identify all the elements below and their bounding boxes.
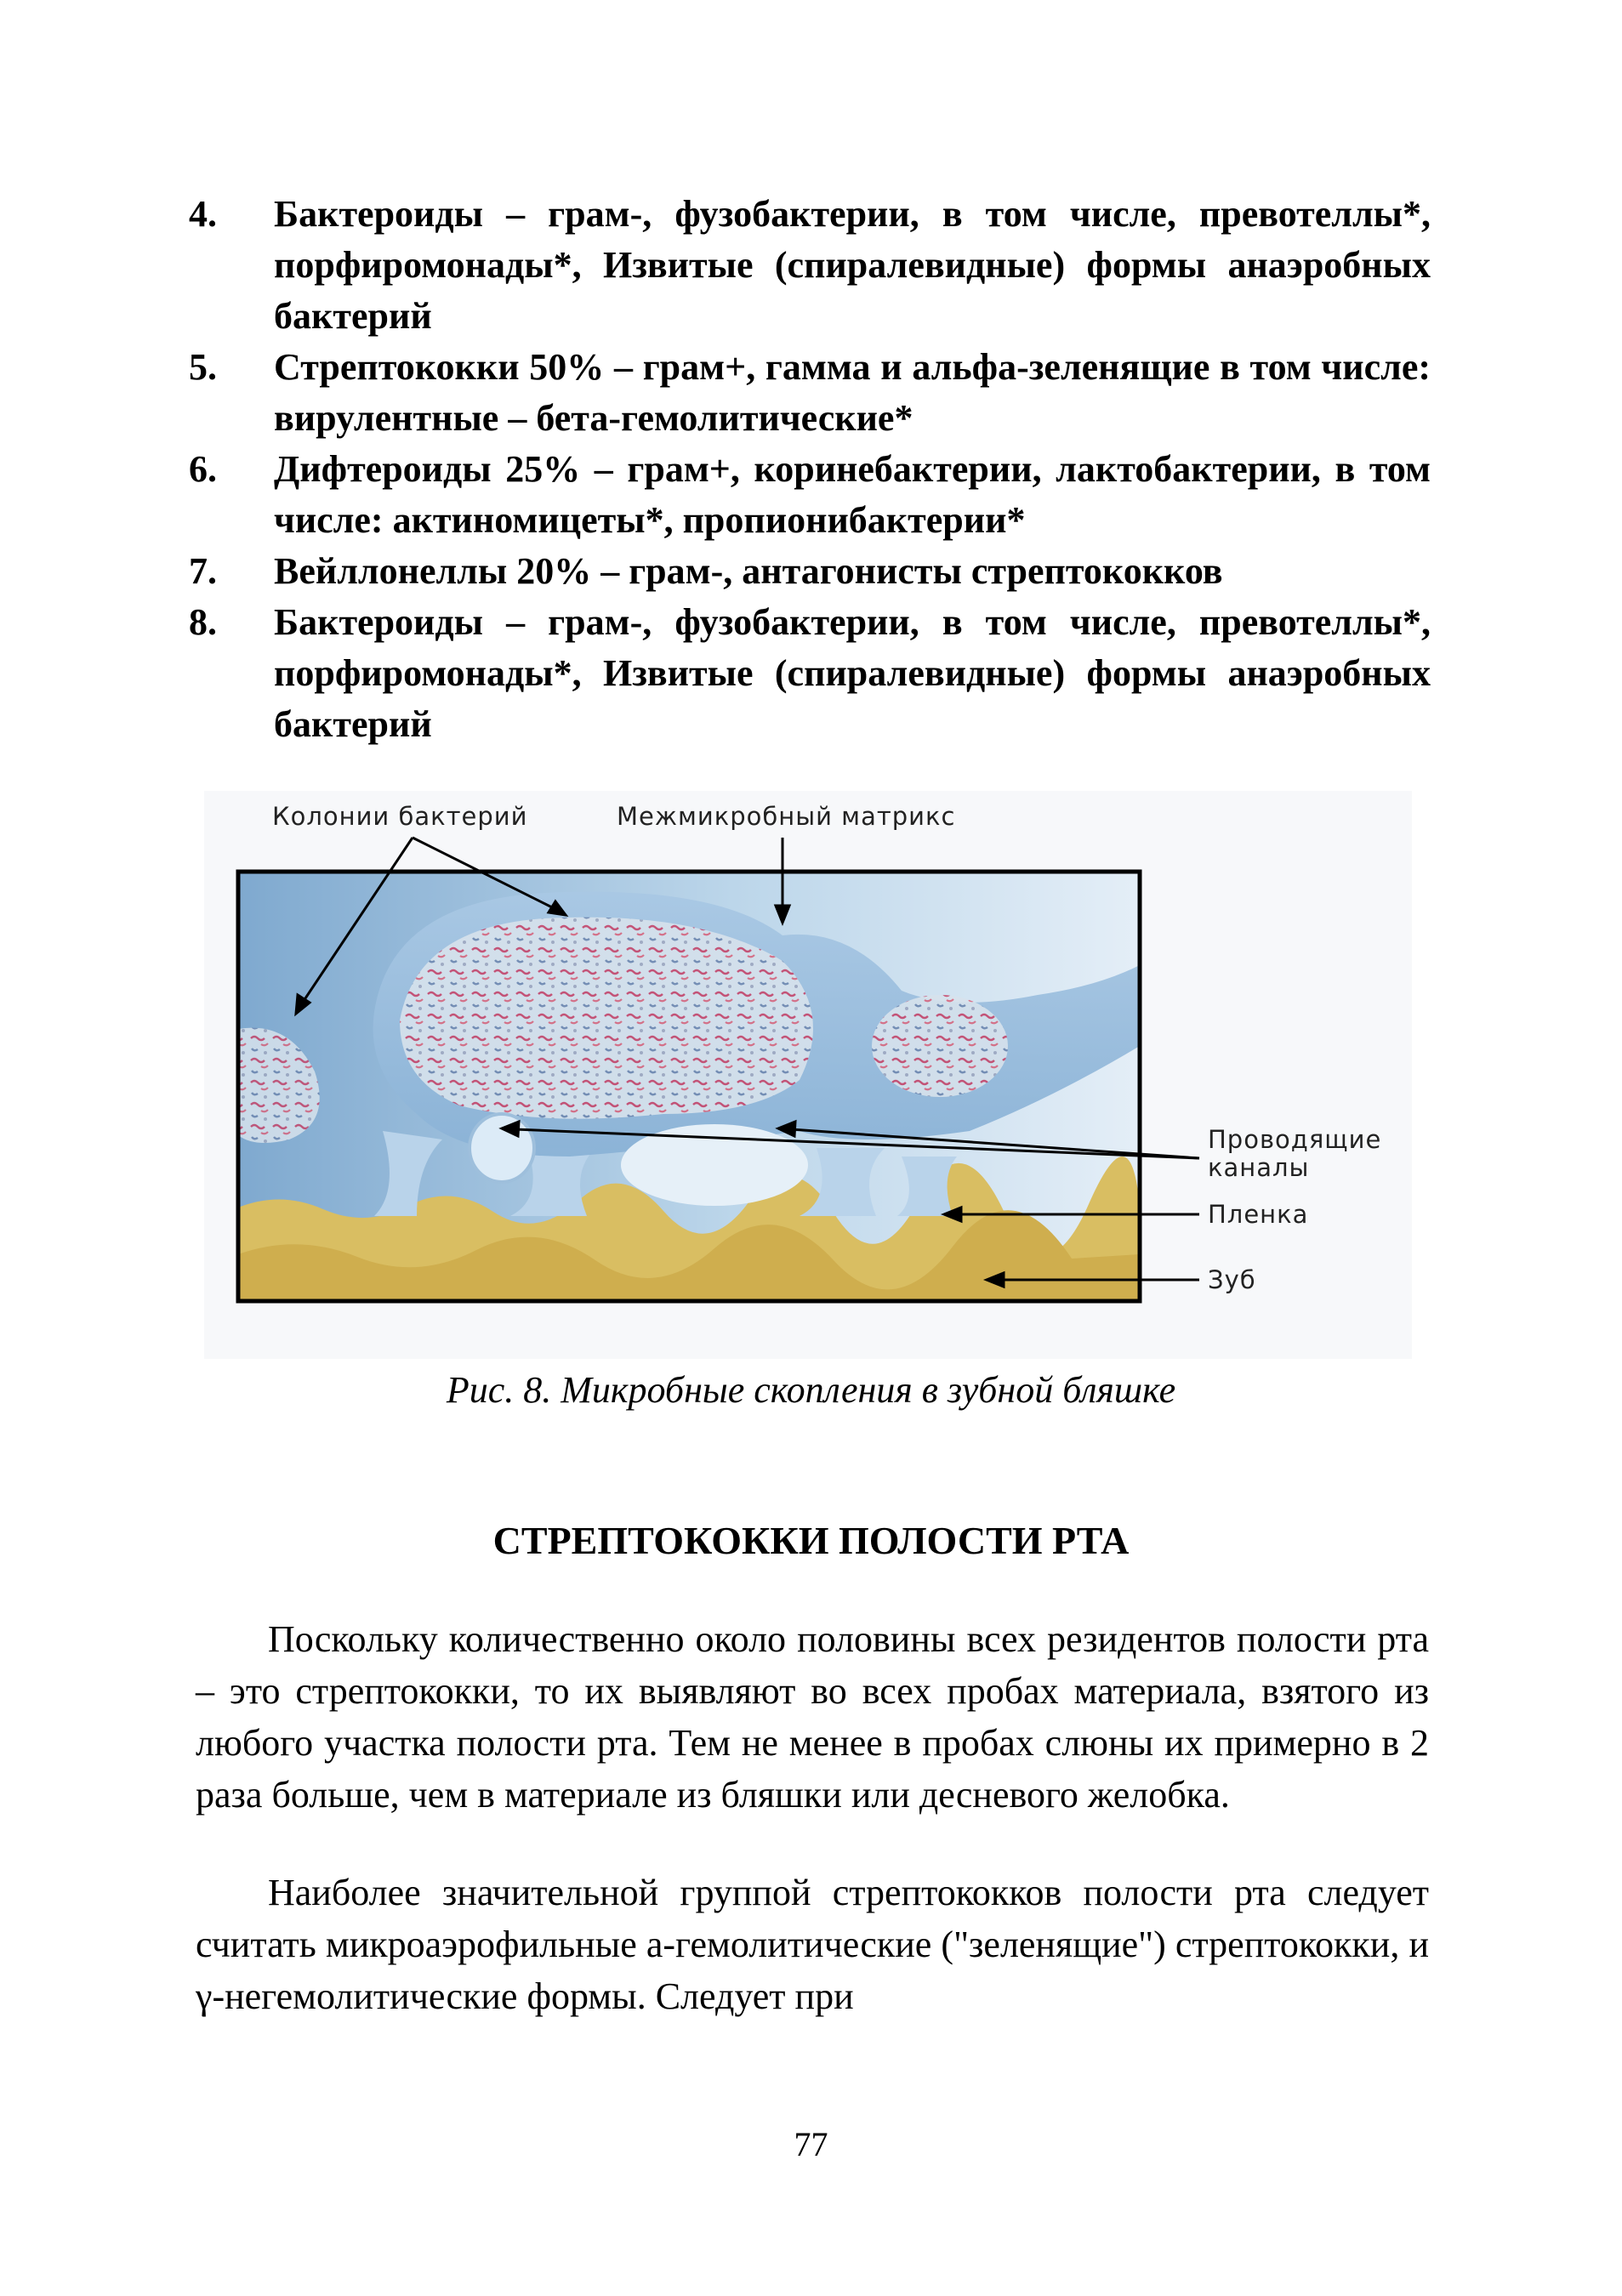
paragraph: Поскольку количественно около половины всех резидентов полости рта – это стрептококки, то их выявляют во всех пробах материала, взятого из любого участка полости рта. Тем не менее в пробах слюны их примерно в 2 раза больше, чем в материале из бляшки или десневого желобка. <box>196 1618 1429 1816</box>
list-item-number: 6. <box>189 448 217 490</box>
figure-caption: Рис. 8. Микробные скопления в зубной бляшке <box>446 1369 1176 1411</box>
paragraph: Наиболее значительной группой стрептококков полости рта следует считать микроаэрофильные а-гемолитические ("зеленящие") стрептококки, и γ-негемолитические формы. Следует при <box>196 1872 1429 2017</box>
list-item-text: Дифтероиды 25% – грам+, коринебактерии, лактобактерии, в том числе: актиномицеты*, пропионибактерии* <box>274 448 1431 541</box>
list-item <box>189 546 1431 597</box>
bacteria-colony <box>872 995 1008 1097</box>
list-item-text: Вейллонеллы 20% – грам-, антагонисты стрептококков <box>274 550 1223 592</box>
list-item-number: 4. <box>189 193 217 235</box>
dental-plaque-figure <box>204 791 1412 1359</box>
page-number: 77 <box>794 2125 828 2163</box>
plaque-illustration <box>204 791 1412 1359</box>
list-item <box>189 189 1431 342</box>
tooth-label: Зуб <box>1208 1265 1256 1294</box>
conducting-channel-hole <box>621 1124 808 1206</box>
list-item-number: 5. <box>189 346 217 388</box>
list-item-text: Стрептококки 50% – грам+, гамма и альфа-зеленящие в том числе: вирулентные – бета-гемолитические* <box>274 346 1431 439</box>
channels-label-line2: каналы <box>1208 1153 1310 1182</box>
list-item-text: Бактероиды – грам-, фузобактерии, в том числе, превотеллы*, порфиромонады*, Извитые (спиралевидные) формы анаэробных бактерий <box>274 601 1431 745</box>
list-item <box>189 444 1431 546</box>
section-heading: СТРЕПТОКОККИ ПОЛОСТИ РТА <box>492 1519 1130 1562</box>
bacteria-colony <box>400 918 813 1119</box>
list-item <box>189 597 1431 750</box>
colonies-label: Колонии бактерий <box>272 802 528 831</box>
matrix-label: Межмикробный матрикс <box>617 802 956 831</box>
bacteria-list <box>189 189 1431 750</box>
list-item <box>189 342 1431 444</box>
list-item-number: 7. <box>189 550 217 592</box>
channels-label-line1: Проводящие <box>1208 1125 1382 1154</box>
film-label: Пленка <box>1208 1200 1309 1229</box>
list-item-text: Бактероиды – грам-, фузобактерии, в том числе, превотеллы*, порфиромонады*, Извитые (спиралевидные) формы анаэробных бактерий <box>274 193 1431 337</box>
list-item-number: 8. <box>189 601 217 643</box>
conducting-channel-hole <box>470 1114 534 1182</box>
